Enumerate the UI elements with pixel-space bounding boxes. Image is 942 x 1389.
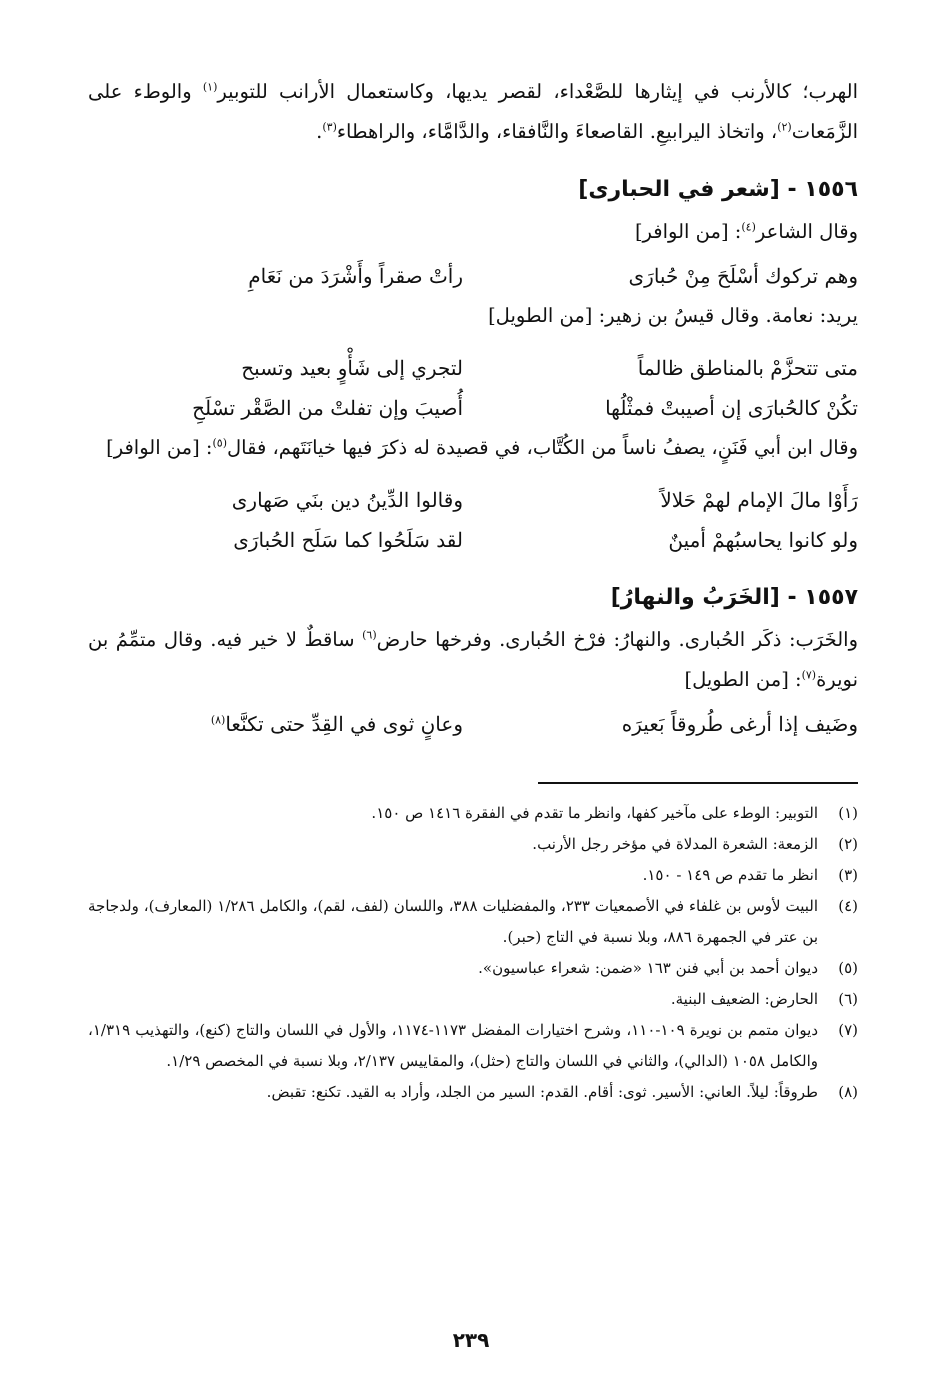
- footnote-ref-1[interactable]: (١): [202, 80, 218, 94]
- footnote-number: (٨): [838, 1083, 858, 1101]
- verse-block-3: [88, 480, 858, 560]
- hemistich-text: وعانٍ ثوى في القِدِّ حتى تكنَّعا: [225, 712, 463, 736]
- section-heading-1557: ١٥٥٧ - [الخَرَبُ والنهارُ]: [610, 585, 858, 610]
- footnote-ref-7[interactable]: (٧): [801, 668, 817, 682]
- footnote-number: (٣): [838, 866, 858, 884]
- opening-line-2b: ، واتخاذ اليرابيعِ. القاصعاءَ والنَّافقاء، والدَّامَّاء، والراهطاء: [336, 120, 778, 143]
- hemistich-first: تكُنْ كالحُبارَى إن أصيبتْ فمثْلُها: [605, 396, 858, 420]
- footnote-divider: [538, 782, 858, 784]
- footnote: [88, 860, 858, 891]
- footnote-text: البيت لأوس بن غلفاء في الأصمعيات ٢٣٣، والمفضليات ٣٨٨، واللسان (لفف، لقم)، والكامل ١/٢٨٦ (المعارف)، ولدجاجة بن عتر في الجمهرة ٨٨٦، وبلا نسبة في التاج (حبر).: [88, 897, 819, 946]
- meter-label: : [من الوافر]: [634, 220, 742, 243]
- footnote: [88, 798, 858, 829]
- footnote-number: (١): [838, 804, 858, 822]
- footnote-text: انظر ما تقدم ص ١٤٩ - ١٥٠.: [642, 866, 818, 884]
- footnote-number: (٤): [838, 897, 858, 915]
- hemistich-first: رَأَوْا مالَ الإمام لهمْ حَلالاً: [660, 488, 858, 512]
- verse-block-1: [88, 256, 858, 296]
- footnote: [88, 984, 858, 1015]
- hemistich-first: ولو كانوا يحاسبُهمْ أمينٌ: [668, 528, 858, 552]
- footnotes: [88, 798, 858, 1108]
- footnote-text: ديوان أحمد بن أبي فنن ١٦٣ «ضمن: شعراء عباسيون».: [478, 959, 818, 977]
- hemistich-first: وضَيف إذا أرغى طُروقاً بَعيرَه: [621, 712, 858, 736]
- verse-block-2: [88, 348, 858, 428]
- footnote-ref-2[interactable]: (٢): [777, 120, 792, 134]
- footnote: [88, 1077, 858, 1108]
- hemistich-second: لتجري إلى شَأْوٍ بعيد وتسبح: [241, 356, 463, 380]
- verse-block-4: [88, 704, 858, 744]
- meter-label: : [من الوافر]: [106, 436, 213, 459]
- verse-line: [88, 388, 858, 428]
- footnote-ref-4[interactable]: (٤): [741, 220, 756, 234]
- opening-paragraph: [88, 72, 858, 152]
- hemistich-first: متى تتحزَّمْ بالمناطق ظالماً: [637, 356, 858, 380]
- footnote-ref-6[interactable]: (٦): [362, 628, 377, 642]
- footnote-text: الحارض: الضعيف البنية.: [670, 990, 818, 1008]
- footnote-number: (٧): [838, 1021, 858, 1039]
- verse-line: [88, 704, 858, 744]
- hemistich-second: أُصيبَ وإن تفلتْ من الصَّقْر تسْلَحِ: [192, 396, 463, 420]
- hemistich-first: وهم تركوك أسْلَحَ مِنْ حُبارَى: [628, 264, 858, 288]
- hemistich-second: وقالوا الدِّينُ دين بنَي صَهارى: [231, 488, 463, 512]
- footnote-ref-5[interactable]: (٥): [212, 436, 228, 450]
- hemistich-second: لقد سَلَحُوا كما سَلَح الحُبارَى: [233, 528, 463, 552]
- opening-period: .: [316, 120, 323, 143]
- page-number: ٢٣٩: [452, 1328, 490, 1352]
- section-heading-1556: ١٥٥٦ - [شعر في الحبارى]: [578, 177, 858, 202]
- verse-line: [88, 256, 858, 296]
- paragraph-text: وقال ابن أبي فَنَنٍ، يصفُ ناساً من الكُتَّاب، في قصيدة له ذكرَ فيها خيانَتَهم، فقال: [227, 436, 858, 459]
- hemistich-second: رأتْ صقراً وأَشْرَدَ من نَعَامِ: [248, 264, 463, 288]
- verse-line: [88, 348, 858, 388]
- opening-line-1: الهرب؛ كالأرنب في إيثارها للصَّعْداء، لقصر يديها، وكاستعمال الأرانب للتوبير: [217, 80, 858, 103]
- opening-line-2: والوطء على الزَّمَعات: [88, 80, 858, 143]
- explanation-note: يريد: نعامة. وقال قيسُ بن زهير: [من الطويل]: [488, 304, 858, 327]
- paragraph-text: والخَرَب: ذكَر الحُبارى. والنهارُ: فرْخ الحُبارى. وفرخها حارض: [376, 628, 858, 651]
- footnote: [88, 1015, 858, 1077]
- verse-line: [88, 520, 858, 560]
- footnote-ref-8[interactable]: (٨): [210, 713, 226, 727]
- poet-intro-1: [88, 212, 858, 252]
- footnote-number: (٦): [838, 990, 858, 1008]
- footnote: [88, 953, 858, 984]
- footnote: [88, 891, 858, 953]
- footnote-text: الزمعة: الشعرة المدلاة في مؤخر رجل الأرنب.: [532, 835, 818, 853]
- footnote-number: (٢): [838, 835, 858, 853]
- intro-text: وقال الشاعر: [755, 220, 858, 243]
- paragraph-ibn-abi-fanan: [88, 428, 858, 468]
- footnote-number: (٥): [838, 959, 858, 977]
- footnote: [88, 829, 858, 860]
- paragraph-kharab: [88, 620, 858, 700]
- hemistich-second: [88, 704, 483, 744]
- footnote-text: التوبير: الوطء على مآخير كفها، وانظر ما تقدم في الفقرة ١٤١٦ ص ١٥٠.: [371, 804, 818, 822]
- footnote-text: ديوان متمم بن نويرة ١٠٩-١١٠، وشرح اختيارات المفضل ١١٧٣-١١٧٤، والأول في اللسان والتاج (كنع)، والتهذيب ١/٣١٩، والكامل ١٠٥٨ (الدالي)، والثاني في اللسان والتاج (حثل)، والمقاييس ٢/١٣٧، وبلا نسبة في المخصص ١/٢٩.: [88, 1021, 818, 1070]
- verse-line: [88, 480, 858, 520]
- paragraph-text: ساقطٌ لا خير فيه. وقال متمِّمُ بن نويرة: [88, 628, 858, 691]
- meter-label: : [من الطويل]: [684, 668, 802, 691]
- footnote-text: طروقاً: ليلاً. العاني: الأسير. ثوى: أقام. القدم: السير من الجلد، وأراد به القيد. تكنع: تقبض.: [266, 1083, 818, 1101]
- footnote-ref-3[interactable]: (٣): [322, 120, 337, 134]
